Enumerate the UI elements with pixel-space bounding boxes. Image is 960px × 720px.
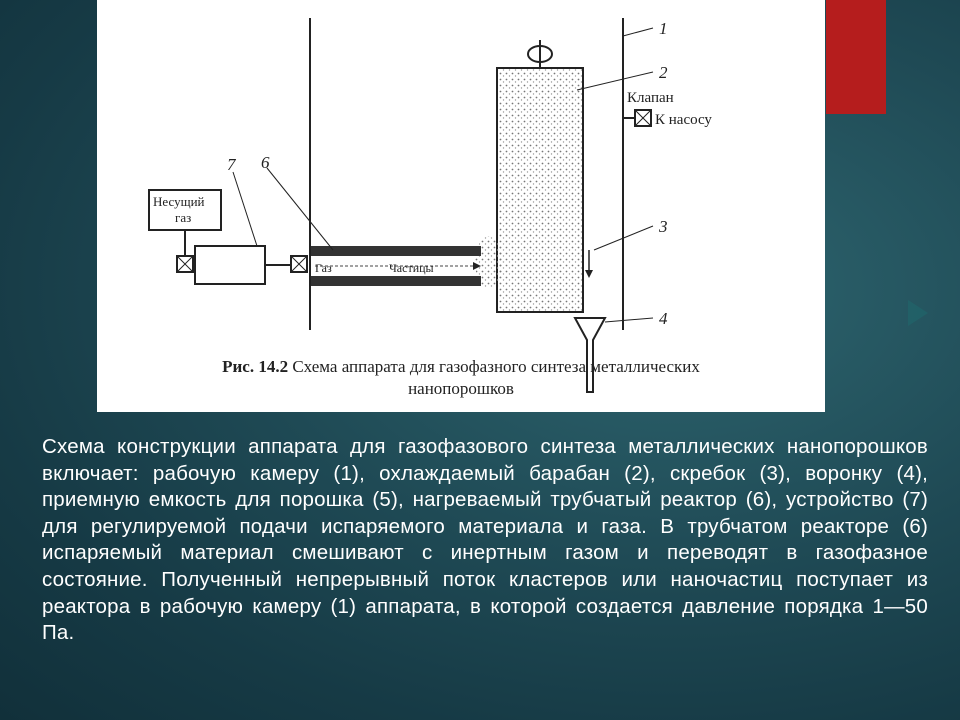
label-1: 1: [659, 19, 668, 38]
red-accent-bar: [826, 0, 886, 114]
gas-label: Газ: [315, 261, 332, 275]
label-2: 2: [659, 63, 668, 82]
pump-label: К насосу: [655, 112, 712, 128]
apparatus-diagram: [97, 0, 825, 412]
body-text: Схема конструкции аппарата для газофазового синтеза металлических нанопорошков включает: рабочую камеру (1), охлаждаемый барабан (2), скребок (3), воронку (4), приемную емкость для порошка (5), нагреваемый трубчатый реактор (6), устройство (7) для регулируемой подачи испаряемого материала и газа. В трубчатом реакторе (6) испаряемый материал смешивают с инертным газом и переводят в газофазное состояние. Полученный непрерывный поток кластеров или наночастиц поступает из реактора в рабочую камеру (1) аппарата, в которой создается давление порядка 1—50 Па.: [42, 435, 928, 645]
reactor-tube-top: [311, 246, 481, 256]
label-3: 3: [659, 217, 668, 236]
label-4: 4: [659, 309, 668, 328]
reactor-tube-bottom: [311, 276, 481, 286]
apparatus-figure: [97, 0, 825, 412]
arrow-decoration-icon: [908, 300, 928, 326]
particles-label: Частицы: [389, 261, 434, 275]
figure-caption: [97, 356, 825, 400]
carrier-gas-label-2: газ: [175, 210, 192, 225]
label-6: 6: [261, 153, 270, 172]
caption-number: Рис. 14.2: [222, 357, 289, 376]
cooled-drum: [497, 68, 583, 312]
caption-text-line2: нанопорошков: [408, 379, 514, 398]
valve-label: Клапан: [627, 90, 674, 106]
caption-text: Схема аппарата для газофазного синтеза металлических: [292, 357, 700, 376]
carrier-gas-label-1: Несущий: [153, 194, 205, 209]
feed-device: [195, 246, 265, 284]
label-7: 7: [227, 155, 236, 174]
